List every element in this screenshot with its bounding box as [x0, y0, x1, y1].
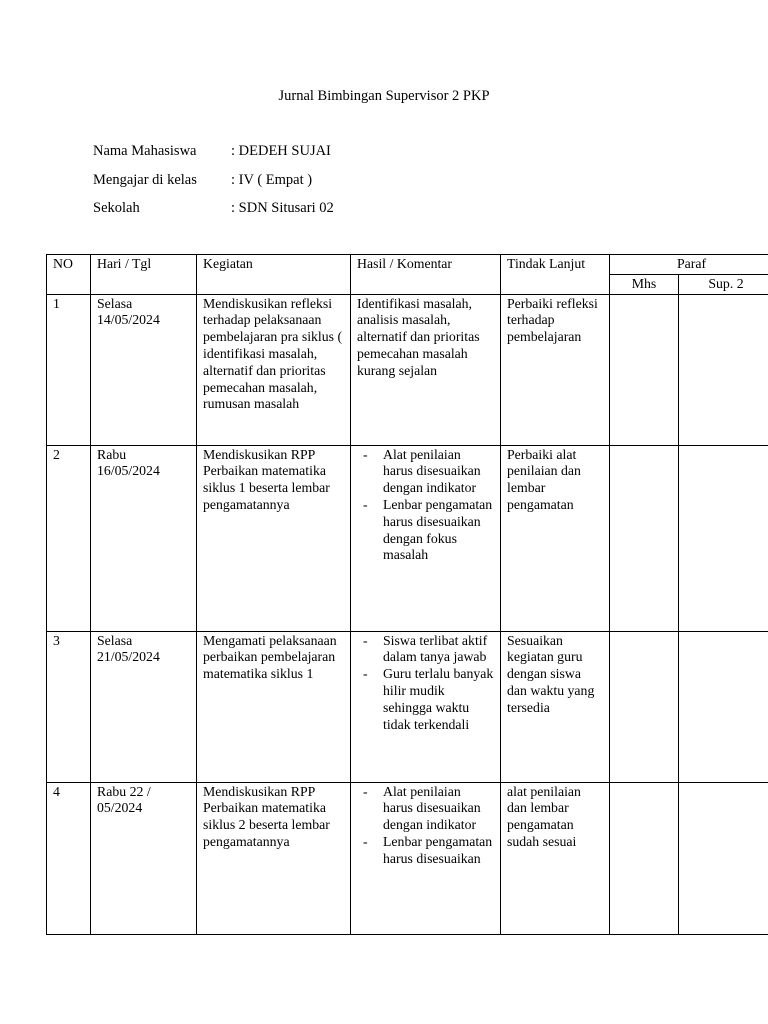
header-mhs: Mhs — [610, 274, 679, 294]
guidance-journal-table — [46, 254, 768, 935]
cell-no: 4 — [47, 782, 91, 934]
info-value: : IV ( Empat ) — [231, 172, 313, 188]
cell-tindak-lanjut: Perbaiki refleksi terhadap pembelajaran — [501, 294, 610, 445]
cell-paraf-sup — [679, 631, 768, 782]
cell-paraf-sup — [679, 294, 768, 445]
cell-tindak-lanjut: alat penilaian dan lembar pengamatan sudah sesuai — [501, 782, 610, 934]
cell-paraf-mhs — [610, 782, 679, 934]
cell-hasil — [351, 445, 501, 631]
cell-hari: Rabu 22 / 05/2024 — [91, 782, 197, 934]
header-hari: Hari / Tgl — [91, 255, 197, 295]
page-title: Jurnal Bimbingan Supervisor 2 PKP — [278, 88, 490, 104]
table-row — [47, 445, 768, 631]
cell-paraf-sup — [679, 445, 768, 631]
info-row-sekolah — [93, 200, 334, 217]
table-row — [47, 294, 768, 445]
cell-kegiatan: Mendiskusikan RPP Perbaikan matematika siklus 1 beserta lembar pengamatannya — [197, 445, 351, 631]
cell-tindak-lanjut: Perbaiki alat penilaian dan lembar pengamatan — [501, 445, 610, 631]
cell-kegiatan: Mendiskusikan RPP Perbaikan matematika siklus 2 beserta lembar pengamatannya — [197, 782, 351, 934]
info-label: Sekolah — [93, 200, 140, 216]
cell-hari: Selasa 14/05/2024 — [91, 294, 197, 445]
info-label: Mengajar di kelas — [93, 172, 197, 188]
header-tindak-lanjut: Tindak Lanjut — [501, 255, 610, 295]
info-row-nama — [93, 143, 331, 160]
list-item: - Alat penilaian harus disesuaikan dengan indikator — [383, 784, 494, 834]
info-label: Nama Mahasiswa — [93, 143, 197, 159]
list-item: - Alat penilaian harus disesuaikan dengan indikator — [383, 447, 494, 497]
cell-hasil: Identifikasi masalah, analisis masalah, alternatif dan prioritas pemecahan masalah kurang sejalan — [351, 294, 501, 445]
list-item: - Siswa terlibat aktif dalam tanya jawab — [383, 633, 494, 667]
header-paraf: Paraf — [610, 255, 768, 275]
cell-hari: Rabu 16/05/2024 — [91, 445, 197, 631]
cell-tindak-lanjut: Sesuaikan kegiatan guru dengan siswa dan waktu yang tersedia — [501, 631, 610, 782]
cell-hasil — [351, 782, 501, 934]
cell-no: 2 — [47, 445, 91, 631]
info-value: : DEDEH SUJAI — [231, 143, 331, 159]
table-row — [47, 782, 768, 934]
cell-kegiatan: Mengamati pelaksanaan perbaikan pembelajaran matematika siklus 1 — [197, 631, 351, 782]
header-kegiatan: Kegiatan — [197, 255, 351, 295]
header-hasil: Hasil / Komentar — [351, 255, 501, 295]
cell-no: 3 — [47, 631, 91, 782]
cell-paraf-mhs — [610, 631, 679, 782]
cell-paraf-sup — [679, 782, 768, 934]
cell-hasil — [351, 631, 501, 782]
table-row — [47, 631, 768, 782]
list-item: - Lenbar pengamatan harus disesuaikan dengan fokus masalah — [383, 497, 494, 564]
list-item: - Lenbar pengamatan harus disesuaikan — [383, 834, 494, 868]
cell-kegiatan: Mendiskusikan refleksi terhadap pelaksanaan pembelajaran pra siklus ( identifikasi masalah, alternatif dan prioritas pemecahan masalah, rumusan masalah — [197, 294, 351, 445]
header-no: NO — [47, 255, 91, 295]
header-sup: Sup. 2 — [679, 274, 768, 294]
cell-hari: Selasa 21/05/2024 — [91, 631, 197, 782]
cell-paraf-mhs — [610, 294, 679, 445]
list-item: - Guru terlalu banyak hilir mudik sehingga waktu tidak terkendali — [383, 666, 494, 733]
info-row-kelas — [93, 172, 312, 189]
cell-no: 1 — [47, 294, 91, 445]
cell-paraf-mhs — [610, 445, 679, 631]
info-value: : SDN Situsari 02 — [231, 200, 334, 216]
